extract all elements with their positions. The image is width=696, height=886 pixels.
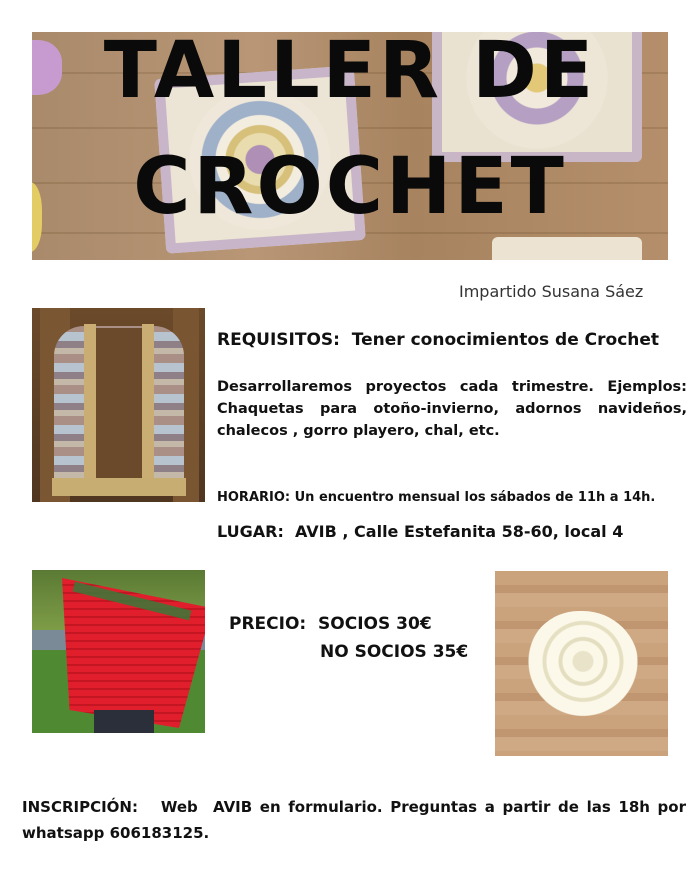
title-line-1: TALLER DE: [103, 32, 597, 116]
shawl-photo: [32, 570, 205, 733]
jacket-photo: [32, 308, 205, 502]
price-non-members: NO SOCIOS 35€: [320, 642, 469, 662]
author-credit: Impartido Susana Sáez: [459, 282, 644, 301]
header-banner: [32, 32, 668, 260]
title-line-2: CROCHET: [133, 142, 567, 232]
crochet-square-bottom: [492, 237, 642, 260]
requirements-text: REQUISITOS: Tener conocimientos de Crochet: [217, 330, 660, 350]
description-text: Desarrollaremos proyectos cada trimestre. Ejemplos: Chaquetas para otoño-invierno, adornos navideños, chalecos , gorro playero, chal, etc.: [217, 379, 687, 439]
price-members: PRECIO: SOCIOS 30€: [229, 614, 432, 634]
crochet-rose-photo: [495, 571, 668, 756]
location-text: LUGAR: AVIB , Calle Estefanita 58-60, local 4: [217, 522, 624, 541]
registration-label: INSCRIPCIÓN: Web AVIB en formulario. Preguntas a partir de las 18h por whatsapp 606183125.: [22, 798, 692, 842]
schedule-text: HORARIO: Un encuentro mensual los sábados de 11h a 14h.: [217, 490, 656, 505]
registration-text: [22, 794, 692, 846]
